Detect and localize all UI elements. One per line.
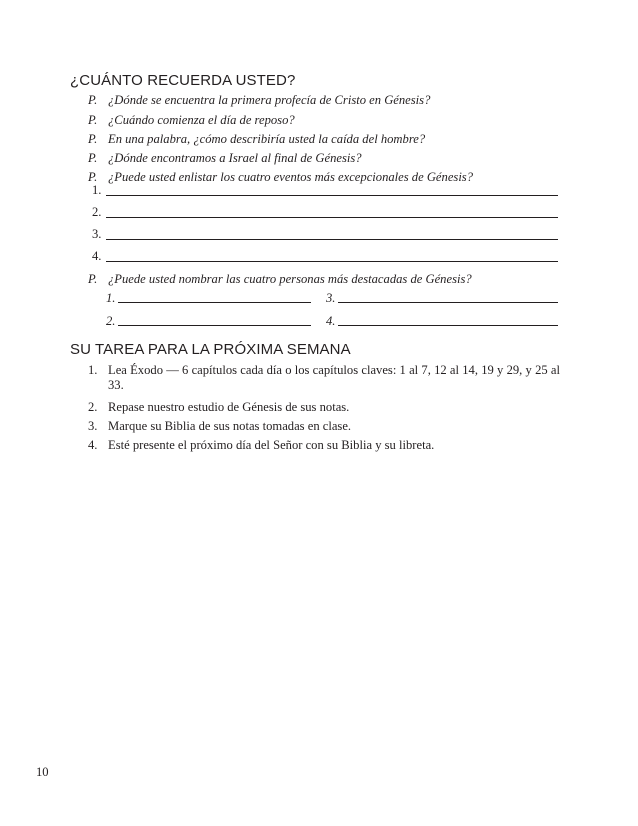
question-label: P. [88,93,98,107]
person-number: 2. [106,314,116,328]
question-5: ¿Puede usted enlistar los cuatro eventos más excepcionales de Génesis? [108,170,474,184]
question-3: En una palabra, ¿cómo describiría usted la caída del hombre? [108,132,426,146]
answer-line[interactable] [338,325,558,326]
person-number: 4. [326,314,336,328]
question-label: P. [88,132,98,146]
page-number: 10 [36,765,49,779]
question-label: P. [88,170,98,184]
answer-line[interactable] [338,302,558,303]
person-number: 1. [106,291,116,305]
person-number: 3. [326,291,336,305]
question-label: P. [88,113,98,127]
question-label: P. [88,272,98,286]
question-4: ¿Dónde encontramos a Israel al final de Génesis? [108,151,362,165]
task-number: 4. [88,438,98,452]
question-2: ¿Cuándo comienza el día de reposo? [108,113,295,127]
task-number: 3. [88,419,98,433]
recall-heading: ¿CUÁNTO RECUERDA USTED? [70,72,296,89]
question-1: ¿Dónde se encuentra la primera profecía de Cristo en Génesis? [108,93,431,107]
task-1: Lea Éxodo — 6 capítulos cada día o los capítulos claves: 1 al 7, 12 al 14, 19 y 29, y 25 al 33. [108,363,560,392]
answer-line[interactable] [118,302,311,303]
answer-line[interactable] [118,325,311,326]
question-label: P. [88,151,98,165]
task-4: Esté presente el próximo día del Señor con su Biblia y su libreta. [108,438,435,452]
event-number: 1. [92,183,102,197]
answer-line[interactable] [106,239,558,240]
task-3: Marque su Biblia de sus notas tomadas en clase. [108,419,352,433]
answer-line[interactable] [106,195,558,196]
event-number: 3. [92,227,102,241]
answer-line[interactable] [106,261,558,262]
persons-question: ¿Puede usted nombrar las cuatro personas más destacadas de Génesis? [108,272,472,286]
homework-heading: SU TAREA PARA LA PRÓXIMA SEMANA [70,341,351,358]
task-number: 1. [88,363,98,377]
answer-line[interactable] [106,217,558,218]
event-number: 4. [92,249,102,263]
task-number: 2. [88,400,98,414]
event-number: 2. [92,205,102,219]
task-2: Repase nuestro estudio de Génesis de sus notas. [108,400,350,414]
